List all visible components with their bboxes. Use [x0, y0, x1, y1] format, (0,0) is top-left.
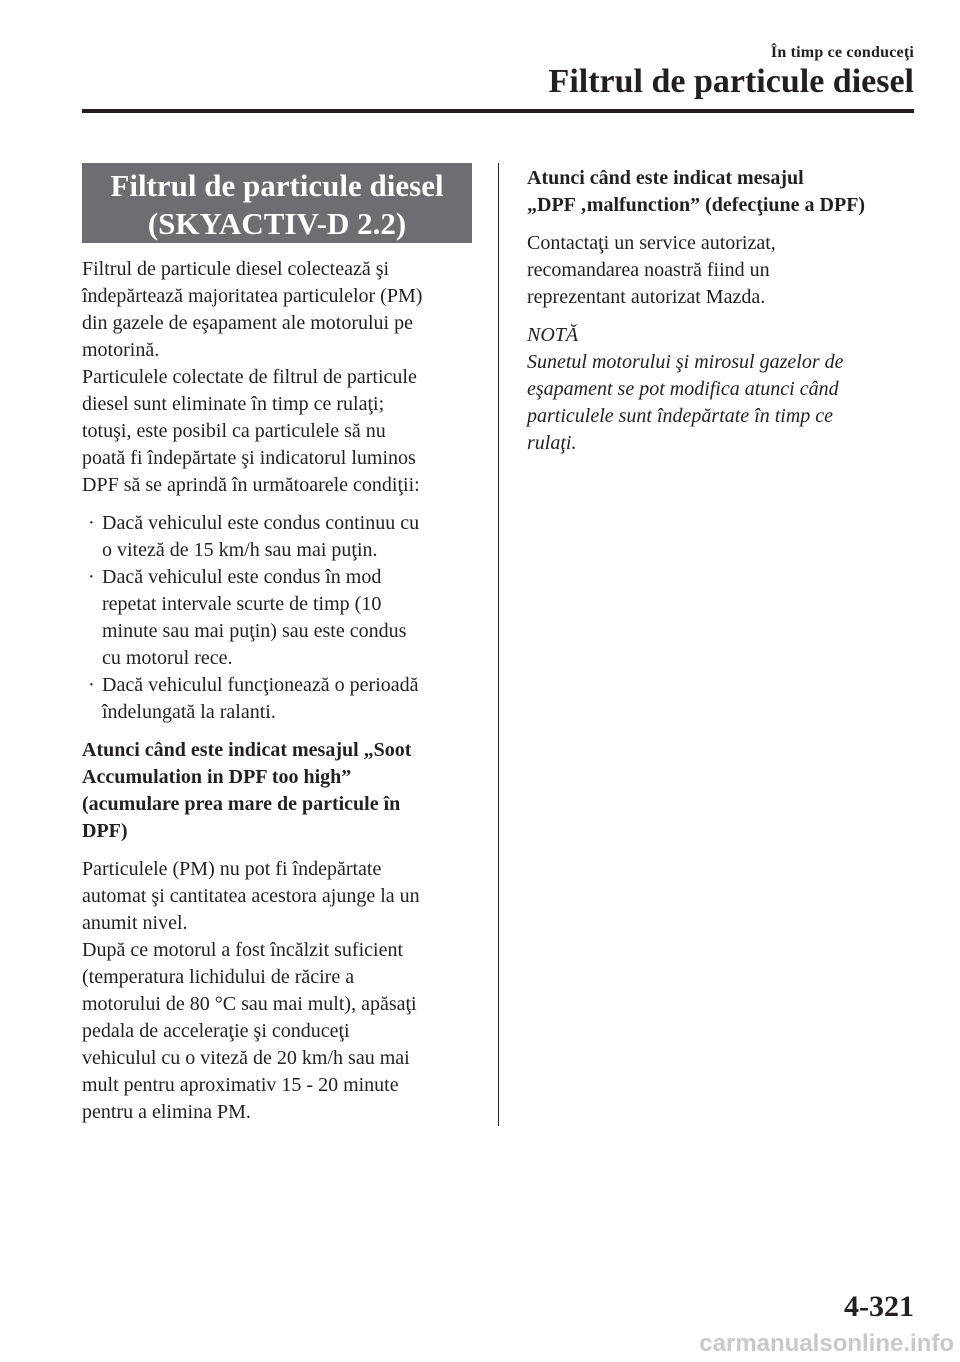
text-line: (acumulare prea mare de particule în [82, 793, 401, 815]
text-line: recomandarea noastră fiind un [527, 259, 770, 281]
note-paragraph [527, 349, 919, 457]
text-line: îndelungată la ralanti. [102, 701, 276, 723]
list-item [82, 510, 474, 564]
text-line: Particulele colectate de filtrul de particule [82, 366, 417, 388]
header-divider [82, 109, 914, 113]
soot-paragraph [82, 856, 474, 1126]
bullet-icon: · [88, 566, 95, 588]
note-title: NOTĂ [527, 324, 579, 346]
text-line: anumit nivel. [82, 912, 188, 934]
text-line: totuşi, este posibil ca particulele să nu [82, 420, 386, 442]
intro-paragraph [82, 256, 474, 499]
right-column [527, 165, 919, 457]
section-title-box [82, 163, 472, 243]
bullet-icon: · [88, 674, 95, 696]
text-line: motorului de 80 °C sau mai mult), apăsaţi [82, 993, 417, 1015]
text-line: „DPF ‚malfunction” (defecţiune a DPF) [527, 194, 866, 216]
section-title-line1: Filtrul de particule diesel [110, 168, 444, 203]
text-line: mult pentru aproximativ 15 - 20 minute [82, 1074, 399, 1096]
text-line: Contactaţi un service autorizat, [527, 232, 776, 254]
text-line: repetat intervale scurte de timp (10 [102, 593, 382, 615]
text-line: Filtrul de particule diesel colectează şi [82, 258, 390, 280]
text-line: Dacă vehiculul este condus în mod [102, 566, 382, 588]
text-line: particulele sunt îndepărtate în timp ce [527, 405, 834, 427]
soot-heading [82, 737, 474, 845]
bullet-icon: · [88, 512, 95, 534]
text-line: cu motorul rece. [102, 647, 233, 669]
text-line: rulaţi. [527, 432, 577, 454]
text-line: reprezentant autorizat Mazda. [527, 286, 766, 308]
text-line: Dacă vehiculul funcţionează o perioadă [102, 674, 419, 696]
text-line: Sunetul motorului şi mirosul gazelor de [527, 351, 844, 373]
text-line: minute sau mai puţin) sau este condus [102, 620, 407, 642]
text-line: DPF) [82, 820, 128, 842]
text-line: îndepărtează majoritatea particulelor (PM) [82, 285, 423, 307]
page-number: 4-321 [844, 1290, 914, 1323]
text-line: eşapament se pot modifica atunci când [527, 378, 839, 400]
text-line: Accumulation in DPF too high” [82, 766, 352, 788]
text-line: Dacă vehiculul este condus continuu cu [102, 512, 420, 534]
text-line: După ce motorul a fost încălzit suficient [82, 939, 404, 961]
malfunction-paragraph [527, 230, 919, 311]
text-line: (temperatura lichidului de răcire a [82, 966, 355, 988]
text-line: diesel sunt eliminate în timp ce rulaţi; [82, 393, 385, 415]
condition-list [82, 510, 474, 726]
text-line: DPF să se aprindă în următoarele condiţii: [82, 474, 420, 496]
text-line: Atunci când este indicat mesajul [527, 167, 804, 189]
list-item [82, 672, 474, 726]
section-title-line2: (SKYACTIV-D 2.2) [147, 206, 407, 241]
watermark-link[interactable]: carmanualsonline.info [699, 1330, 954, 1357]
text-line: pedala de acceleraţie şi conduceţi [82, 1020, 350, 1042]
page-header-title: Filtrul de particule diesel [548, 63, 914, 100]
text-line: Particulele (PM) nu pot fi îndepărtate [82, 858, 382, 880]
malfunction-heading [527, 165, 919, 219]
left-column [82, 256, 474, 1126]
text-line: pentru a elimina PM. [82, 1101, 251, 1123]
text-line: poată fi îndepărtate şi indicatorul luminos [82, 447, 416, 469]
text-line: Atunci când este indicat mesajul „Soot [82, 739, 412, 761]
text-line: o viteză de 15 km/h sau mai puţin. [102, 539, 378, 561]
text-line: motorină. [82, 339, 160, 361]
text-line: automat şi cantitatea acestora ajunge la un [82, 885, 420, 907]
list-item [82, 564, 474, 672]
text-line: vehiculul cu o viteză de 20 km/h sau mai [82, 1047, 410, 1069]
chapter-label: În timp ce conduceţi [770, 44, 914, 61]
text-line: din gazele de eşapament ale motorului pe [82, 312, 413, 334]
column-divider [498, 163, 499, 1126]
